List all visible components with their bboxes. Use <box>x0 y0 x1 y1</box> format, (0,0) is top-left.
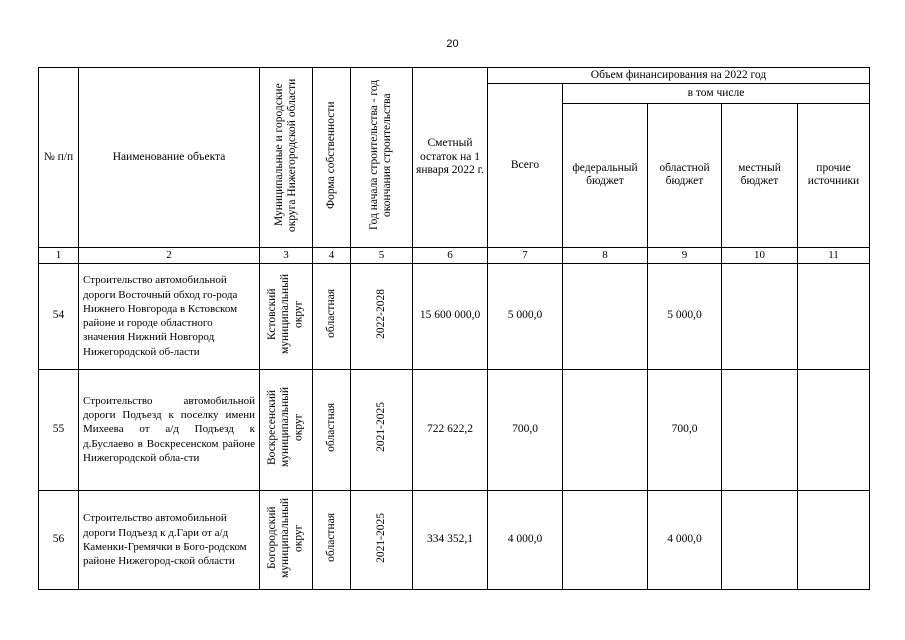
district-text: Кстовский муниципальный округ <box>266 273 305 354</box>
ownership-cell <box>313 263 351 369</box>
row-num: 56 <box>39 490 79 590</box>
header-local: местный бюджет <box>722 103 798 247</box>
total-value: 4 000,0 <box>488 490 563 590</box>
column-number: 9 <box>648 247 722 263</box>
ownership-text: областная <box>324 402 337 452</box>
header-years <box>351 68 413 248</box>
ownership-text: областная <box>324 289 337 339</box>
federal-value <box>563 490 648 590</box>
district-cell <box>260 263 313 369</box>
table-row <box>39 263 870 369</box>
local-value <box>722 263 798 369</box>
row-num: 54 <box>39 263 79 369</box>
years-cell <box>351 490 413 590</box>
header-federal: федеральный бюджет <box>563 103 648 247</box>
regional-value: 4 000,0 <box>648 490 722 590</box>
local-value <box>722 490 798 590</box>
column-number: 8 <box>563 247 648 263</box>
column-number: 3 <box>260 247 313 263</box>
header-including: в том числе <box>563 84 870 104</box>
header-other: прочие источники <box>798 103 870 247</box>
column-number: 6 <box>413 247 488 263</box>
years-text: 2021-2025 <box>374 512 387 563</box>
district-text: Богородский муниципальный округ <box>266 497 305 578</box>
header-financing: Объем финансирования на 2022 год <box>488 68 870 84</box>
federal-value <box>563 263 648 369</box>
page-number: 20 <box>446 38 459 50</box>
header-ownership <box>313 68 351 248</box>
header-regional: областной бюджет <box>648 103 722 247</box>
header-estimate: Сметный остаток на 1 января 2022 г. <box>413 68 488 248</box>
federal-value <box>563 369 648 490</box>
financing-table <box>38 67 870 590</box>
estimate-value: 334 352,1 <box>413 490 488 590</box>
estimate-value: 722 622,2 <box>413 369 488 490</box>
column-number: 11 <box>798 247 870 263</box>
district-cell <box>260 490 313 590</box>
header-row-1 <box>39 68 870 84</box>
table-row <box>39 490 870 590</box>
header-ownership-text: Форма собственности <box>324 101 337 209</box>
object-name: Строительство автомобильной дороги Подъезд к д.Гари от а/д Каменки-Гремячки в Бого-родском районе Нижегород-ской области <box>79 490 260 590</box>
header-num: № п/п <box>39 68 79 248</box>
total-value: 700,0 <box>488 369 563 490</box>
district-text: Воскресенский муниципальный округ <box>266 387 305 468</box>
header-name: Наименование объекта <box>79 68 260 248</box>
header-years-text: Год начала строительства - год окончания строительства <box>368 79 394 231</box>
column-number: 7 <box>488 247 563 263</box>
ownership-cell <box>313 369 351 490</box>
column-number: 1 <box>39 247 79 263</box>
object-name: Строительство автомобильной дороги Восточный обход го-рода Нижнего Новгорода в Кстовском районе и городе областного значения Нижний Новгород Нижегородской об-ласти <box>79 263 260 369</box>
years-text: 2021-2025 <box>374 402 387 453</box>
header-district-text: Муниципальные и городские округа Нижегородской области <box>272 78 298 232</box>
estimate-value: 15 600 000,0 <box>413 263 488 369</box>
column-number: 5 <box>351 247 413 263</box>
local-value <box>722 369 798 490</box>
ownership-cell <box>313 490 351 590</box>
row-num: 55 <box>39 369 79 490</box>
other-value <box>798 369 870 490</box>
years-cell <box>351 369 413 490</box>
regional-value: 700,0 <box>648 369 722 490</box>
header-total: Всего <box>488 84 563 248</box>
header-district <box>260 68 313 248</box>
column-number: 10 <box>722 247 798 263</box>
other-value <box>798 263 870 369</box>
district-cell <box>260 369 313 490</box>
table-row <box>39 369 870 490</box>
years-text: 2022-2028 <box>374 288 387 339</box>
column-number: 2 <box>79 247 260 263</box>
column-number: 4 <box>313 247 351 263</box>
regional-value: 5 000,0 <box>648 263 722 369</box>
object-name: Строительство автомобильной дороги Подъезд к поселку имени Михеева от а/д Подъезд к д.Буслаево в Воскресенском районе Нижегородской обла-сти <box>79 369 260 490</box>
years-cell <box>351 263 413 369</box>
ownership-text: областная <box>324 513 337 563</box>
other-value <box>798 490 870 590</box>
column-number-row <box>39 247 870 263</box>
total-value: 5 000,0 <box>488 263 563 369</box>
